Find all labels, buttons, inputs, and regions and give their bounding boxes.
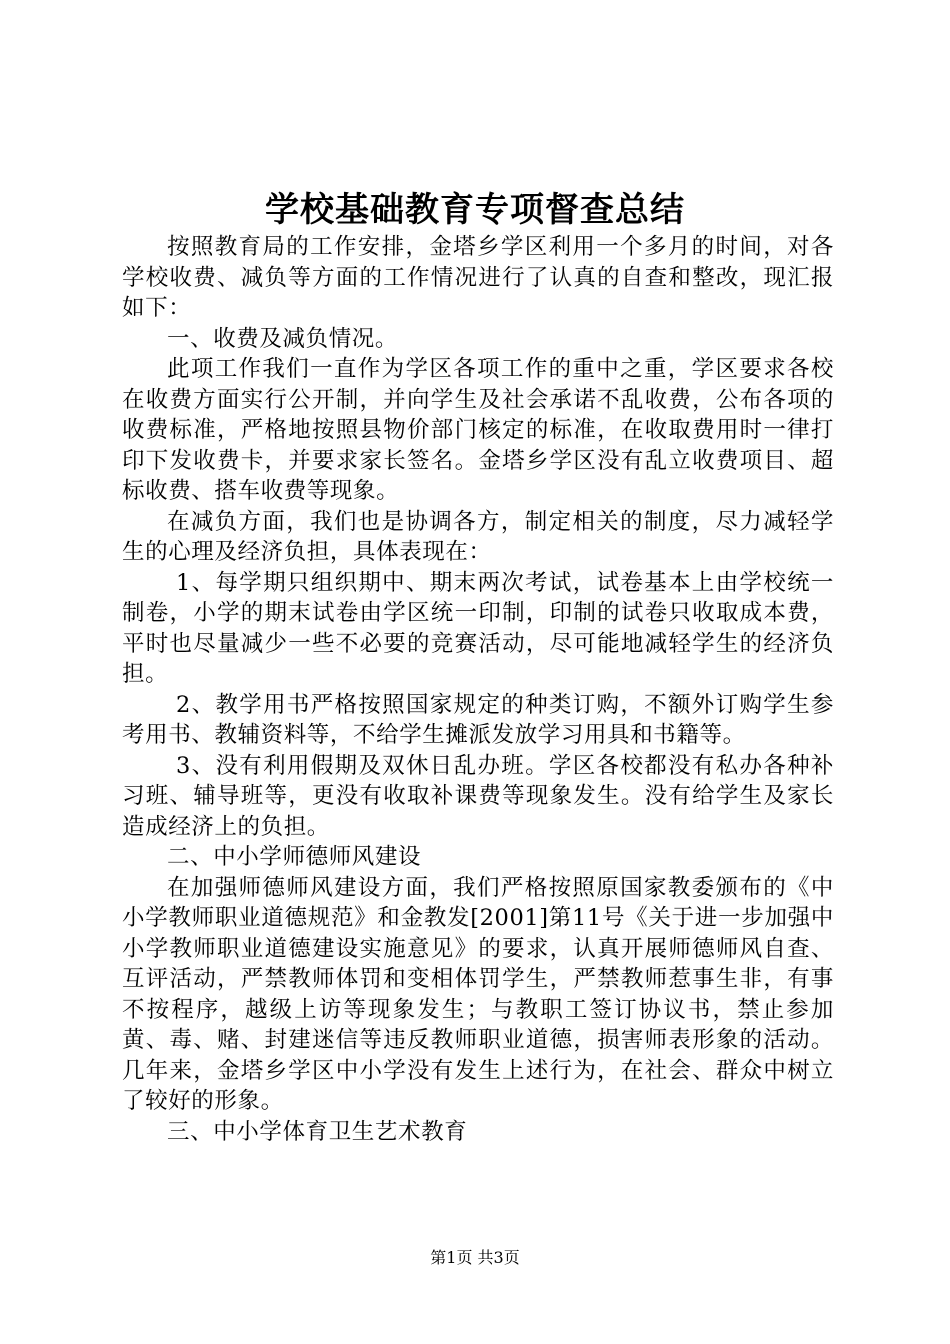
paragraph-burden: 在减负方面，我们也是协调各方，制定相关的制度，尽力减轻学生的心理及经济负担，具体表现在： (122, 508, 834, 565)
section-heading-2: 二、中小学师德师风建设 (167, 844, 422, 870)
paragraph-intro: 按照教育局的工作安排，金塔乡学区利用一个多月的时间，对各学校收费、减负等方面的工作情况进行了认真的自查和整改，现汇报如下： (122, 234, 834, 321)
list-item-2: 2、教学用书严格按照国家规定的种类订购，不额外订购学生参考用书、教辅资料等，不给学生摊派发放学习用具和书籍等。 (122, 691, 834, 748)
paragraph-ethics: 在加强师德师风建设方面，我们严格按照原国家教委颁布的《中小学教师职业道德规范》和金教发[2001]第11号《关于进一步加强中小学教师职业道德建设实施意见》的要求，认真开展师德师风自查、互评活动，严禁教师体罚和变相体罚学生，严禁教师惹事生非，有事不按程序，越级上访等现象发生；与教职工签订协议书，禁止参加黄、毒、赌、封建迷信等违反教师职业道德，损害师表形象的活动。几年来，金塔乡学区中小学没有发生上述行为，在社会、群众中树立了较好的形象。 (122, 874, 834, 1114)
paragraph-fees: 此项工作我们一直作为学区各项工作的重中之重，学区要求各校在收费方面实行公开制，并向学生及社会承诺不乱收费，公布各项的收费标准，严格地按照县物价部门核定的标准，在收取费用时一律打印下发收费卡，并要求家长签名。金塔乡学区没有乱立收费项目、超标收费、搭车收费等现象。 (122, 356, 834, 504)
section-heading-1: 一、收费及减负情况。 (167, 325, 399, 352)
list-item-1: 1、每学期只组织期中、期末两次考试，试卷基本上由学校统一制卷，小学的期末试卷由学区统一印制，印制的试卷只收取成本费，平时也尽量减少一些不必要的竞赛活动，尽可能地减轻学生的经济负担。 (122, 569, 834, 687)
section-heading-3: 三、中小学体育卫生艺术教育 (167, 1118, 468, 1145)
list-item-3: 3、没有利用假期及双休日乱办班。学区各校都没有私办各种补习班、辅导班等，更没有收取补课费等现象发生。没有给学生及家长造成经济上的负担。 (122, 752, 834, 840)
document-title: 学校基础教育专项督查总结 (265, 190, 685, 230)
page-footer: 第1页 共3页 (430, 1248, 520, 1267)
document-body (122, 232, 834, 1147)
